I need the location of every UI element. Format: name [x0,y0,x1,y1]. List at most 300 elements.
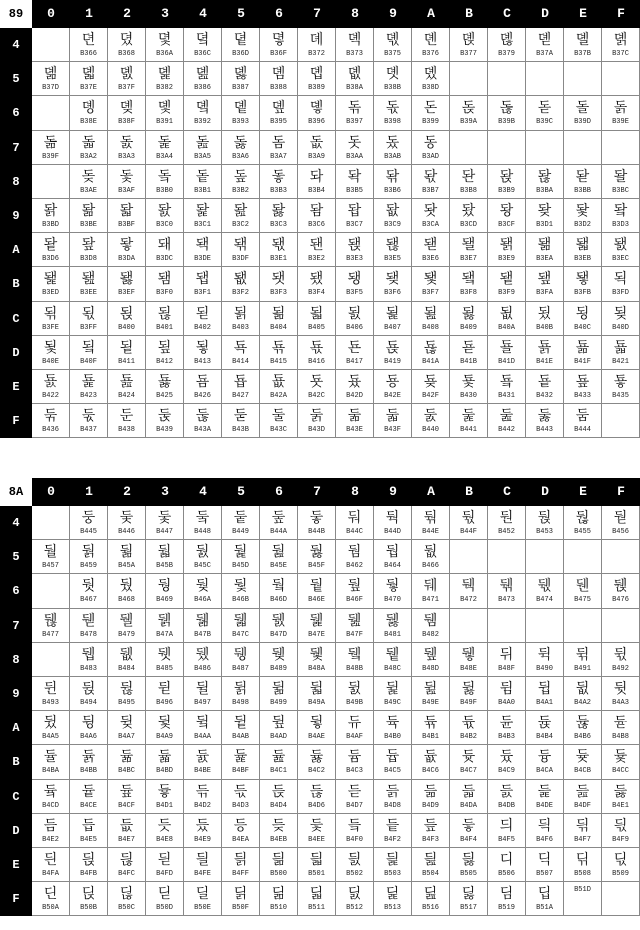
table-cell [108,336,146,370]
table-cell [564,780,602,814]
hangul-glyph: 듶 [423,817,438,834]
unicode-code: B4AA [194,733,211,742]
table-cell [32,165,70,199]
hangul-glyph: 딜 [195,886,210,903]
unicode-code: B48D [422,664,439,673]
table-cell [260,745,298,779]
hangul-glyph: 둅 [233,374,248,390]
table-cell [32,199,70,233]
table-cell [526,677,564,711]
hangul-glyph: 딀 [195,852,210,868]
unicode-code: B459 [80,562,97,571]
table-cell [602,131,640,165]
unicode-code: B50B [80,904,97,913]
table-cell [336,96,374,130]
hangul-glyph: 됌 [157,271,172,288]
unicode-code: B4B2 [460,733,477,742]
table-cell [70,404,108,438]
table-cell [184,336,222,370]
table-cell [336,336,374,370]
unicode-code: B507 [536,870,553,878]
unicode-code: B477 [42,630,59,639]
table-cell [450,165,488,199]
unicode-code: B47C [232,630,249,639]
hangul-glyph: 됏 [271,271,286,288]
unicode-code: B441 [460,426,477,435]
unicode-code: B4A9 [156,733,173,742]
column-header-C: C [503,6,511,21]
hangul-glyph: 뎤 [195,32,210,48]
column-header-6: 6 [275,6,283,21]
row-header-9: 9 [0,199,32,233]
hangul-glyph: 됗 [575,271,590,288]
row-header-E: E [0,848,32,882]
table-cell [488,848,526,882]
unicode-code: B386 [194,84,211,93]
unicode-code: B3F5 [346,289,363,298]
hangul-glyph: 딇 [461,852,476,868]
unicode-code: B3AA [346,152,363,161]
unicode-code: B45C [194,562,211,571]
hangul-glyph: 듨 [499,783,514,800]
unicode-code: B48F [498,664,515,673]
table-cell [298,165,336,199]
unicode-code: B490 [536,664,553,673]
unicode-code: B4C2 [308,767,325,776]
hangul-glyph: 뒽 [233,715,248,732]
unicode-code: B427 [232,392,249,400]
unicode-code: B46A [194,596,211,605]
table-cell [70,506,108,540]
table-cell [298,711,336,745]
hangul-glyph: 뒬 [195,681,210,697]
hangul-glyph: 뒟 [309,646,324,663]
row-header-A: A [0,711,32,745]
column-header-7: 7 [313,6,321,21]
unicode-code: B375 [384,50,401,58]
hangul-glyph: 둖 [195,408,210,425]
hangul-glyph: 뒳 [461,681,476,697]
unicode-code: B405 [308,323,325,332]
table-cell [526,199,564,233]
hangul-glyph: 됲 [157,339,172,356]
hangul-glyph: 뒞 [271,646,286,663]
hangul-glyph: 듐 [347,749,362,766]
hangul-glyph: 딠 [347,886,362,903]
hangul-glyph: 둹 [233,544,248,561]
table-cell [488,506,526,540]
unicode-code: B37B [574,50,591,58]
unicode-code: B4BD [156,767,173,776]
table-cell [70,96,108,130]
hangul-glyph: 딟 [309,886,324,903]
hangul-glyph: 듻 [613,817,628,834]
table-cell [602,780,640,814]
hangul-glyph: 뒛 [157,646,172,663]
unicode-code: B406 [346,323,363,332]
hangul-glyph: 뒗 [385,612,400,629]
hangul-glyph: 돺 [81,237,96,254]
table-cell [146,336,184,370]
column-header-4: 4 [199,6,207,21]
unicode-code: B3B1 [194,186,211,195]
hangul-glyph: 듛 [157,783,172,800]
table-cell [526,609,564,643]
table-cell [184,233,222,267]
unicode-code: B44D [384,528,401,536]
hangul-glyph: 딖 [575,852,590,868]
unicode-code: B400 [118,323,135,332]
hangul-glyph: 뒩 [81,681,96,697]
unicode-code: B4D1 [156,801,173,810]
unicode-code: B449 [232,528,249,536]
column-header-row [0,0,640,28]
unicode-code: B4E9 [194,835,211,844]
row-header-9: 9 [0,677,32,711]
hangul-glyph: 둇 [309,374,324,390]
table-cell [298,96,336,130]
unicode-code: B48B [346,664,363,673]
hangul-glyph: 됎 [233,271,248,288]
hangul-glyph: 뎹 [309,66,324,83]
column-header-F: F [617,484,625,499]
table-cell [222,609,260,643]
table-cell [184,745,222,779]
table-cell [260,882,298,916]
unicode-code: B3FB [574,289,591,298]
table-cell [146,96,184,130]
table-cell [450,814,488,848]
table-cell [108,814,146,848]
table-cell [602,302,640,336]
hangul-glyph: 듃 [461,715,476,732]
unicode-code: B436 [42,426,59,435]
hangul-glyph: 뎾 [119,100,134,117]
hangul-glyph: 됍 [195,271,210,288]
hangul-glyph: 디 [499,852,514,868]
hangul-glyph: 듳 [309,817,324,834]
unicode-code: B4DE [536,801,553,810]
table-cell [184,62,222,96]
column-header-6: 6 [275,484,283,499]
table-cell [526,96,564,130]
hangul-glyph: 뒺 [119,715,134,732]
unicode-code: B46F [346,596,363,605]
hangul-glyph: 듰 [195,817,210,834]
unicode-code: B3C3 [270,221,287,229]
unicode-code: B462 [346,562,363,571]
unicode-code: B41E [536,357,553,366]
table-cell [222,506,260,540]
unicode-code: B4D9 [422,801,439,810]
unicode-code: B41A [422,357,439,366]
table-cell [374,370,412,404]
hangul-glyph: 돣 [423,168,438,185]
unicode-code: B45A [118,562,135,571]
hangul-glyph: 됰 [81,339,96,356]
hangul-glyph: 뒪 [119,681,134,697]
unicode-code: B492 [612,664,629,673]
hangul-glyph: 듋 [157,749,172,766]
table-cell [450,711,488,745]
hangul-glyph: 등 [233,817,248,834]
unicode-code: B3F4 [308,289,325,298]
hangul-glyph: 둲 [575,510,590,526]
hangul-glyph: 뒫 [157,681,172,697]
hangul-glyph: 뒐 [119,612,134,629]
unicode-code: B409 [460,323,477,332]
column-header-E: E [579,484,587,499]
table-cell [412,540,450,574]
unicode-code: B3BA [536,186,553,195]
table-cell [222,233,260,267]
table-cell [450,574,488,608]
hangul-glyph: 듵 [385,817,400,834]
row-header-8: 8 [0,643,32,677]
table-cell [374,848,412,882]
table-cell [336,711,374,745]
hangul-glyph: 둝 [461,408,476,425]
table-cell [526,848,564,882]
unicode-code: B3FF [80,323,97,332]
hangul-glyph: 딡 [385,886,400,903]
hangul-glyph: 됁 [347,237,362,254]
unicode-code: B4FE [194,870,211,878]
hangul-glyph: 뒁 [157,578,172,595]
unicode-code: B4BA [42,767,59,776]
unicode-code: B40D [612,323,629,332]
table-cell [184,96,222,130]
table-cell [526,506,564,540]
hangul-glyph: 둔 [119,408,134,425]
unicode-code: B4D3 [232,801,249,810]
hangul-glyph: 둷 [157,544,172,561]
hangul-glyph: 딥 [537,886,552,903]
unicode-code: B495 [118,699,135,707]
table-cell [374,28,412,62]
unicode-code: B3A4 [156,152,173,161]
table-lead-byte: 89 [0,0,32,28]
table-cell [602,506,640,540]
hangul-glyph: 둽 [385,544,400,561]
hangul-glyph: 됋 [119,271,134,288]
hangul-glyph: 딝 [233,886,248,903]
hangul-glyph: 딚 [119,886,134,903]
unicode-code: B379 [498,50,515,58]
unicode-code: B37C [612,50,629,58]
table-cell [108,199,146,233]
unicode-code: B46D [270,596,287,605]
unicode-code: B4E7 [118,835,135,844]
table-cell [146,780,184,814]
table-cell [298,199,336,233]
unicode-code: B40F [80,357,97,366]
hangul-glyph: 듁 [385,715,400,732]
hangul-glyph: 듎 [271,749,286,766]
hangul-glyph: 됊 [81,271,96,288]
table-cell [412,814,450,848]
table-cell [32,267,70,301]
unicode-code: B4F3 [422,835,439,844]
hangul-glyph: 뎮 [499,32,514,48]
unicode-code: B3CA [422,221,439,229]
unicode-code: B3E3 [346,255,363,264]
unicode-code: B372 [308,50,325,58]
hangul-glyph: 뒡 [385,646,400,663]
table-cell [108,609,146,643]
table-cell [146,62,184,96]
hangul-glyph: 둿 [81,578,96,595]
table-cell [488,574,526,608]
unicode-code: B37D [42,84,59,93]
table-cell [260,302,298,336]
hangul-glyph: 뒯 [309,681,324,697]
unicode-code: B464 [384,562,401,571]
table-cell [526,28,564,62]
table-cell [336,540,374,574]
table-cell [564,233,602,267]
hangul-glyph: 듮 [119,817,134,834]
table-cell [108,302,146,336]
table-cell [526,267,564,301]
unicode-code: B4F2 [384,835,401,844]
table-cell [298,677,336,711]
unicode-code: B391 [156,118,173,127]
hangul-glyph: 뒘 [423,612,438,629]
unicode-code: B4FA [42,870,59,878]
table-cell [298,506,336,540]
hangul-glyph: 듕 [537,749,552,766]
unicode-code: B44F [460,528,477,536]
hangul-glyph: 듊 [119,749,134,766]
table-cell [336,780,374,814]
unicode-code: B3E6 [422,255,439,264]
unicode-code: B387 [232,84,249,93]
hangul-glyph: 뒢 [423,646,438,663]
unicode-code: B392 [194,118,211,127]
hangul-glyph: 돈 [423,100,438,117]
table-cell [564,28,602,62]
table-cell [488,540,526,574]
table-cell [32,848,70,882]
table-cell [412,62,450,96]
hangul-glyph: 뎽 [81,100,96,117]
table-cell [260,404,298,438]
hangul-glyph: 듦 [423,783,438,800]
table-cell [184,165,222,199]
unicode-code: B3C1 [194,221,211,229]
table-cell [260,62,298,96]
unicode-code: B4DF [574,801,591,810]
unicode-code: B416 [308,357,325,366]
unicode-code: B517 [460,904,477,913]
unicode-code: B43E [346,426,363,435]
unicode-code: B3F8 [460,289,477,298]
table-cell [412,302,450,336]
hangul-glyph: 됬 [537,305,552,322]
table-cell [450,267,488,301]
table-cell [298,233,336,267]
unicode-code: B3FA [536,289,553,298]
unicode-code: B439 [156,426,173,435]
hangul-glyph: 돢 [385,168,400,185]
hangul-glyph: 됡 [233,305,248,322]
table-cell [602,745,640,779]
unicode-code: B500 [270,870,287,878]
hangul-glyph: 돟 [271,168,286,185]
hangul-glyph: 듘 [43,783,58,800]
hangul-glyph: 뎼 [423,66,438,83]
table-cell [108,677,146,711]
hangul-glyph: 됛 [81,305,96,322]
hangul-glyph: 둃 [157,374,172,390]
table-cell [412,165,450,199]
column-header-3: 3 [161,484,169,499]
table-cell [70,370,108,404]
hangul-glyph: 됧 [461,305,476,322]
unicode-code: B4A7 [118,733,135,742]
hangul-glyph: 둌 [499,374,514,390]
table-cell [336,745,374,779]
table-cell [298,780,336,814]
table-cell [108,96,146,130]
unicode-code: B4BF [232,767,249,776]
hangul-glyph: 뒰 [347,681,362,697]
unicode-code: B426 [194,392,211,400]
table-cell [412,780,450,814]
table-cell [32,506,70,540]
unicode-code: B485 [156,664,173,673]
table-cell [564,643,602,677]
table-cell [488,404,526,438]
table-cell [184,199,222,233]
unicode-code: B36F [270,50,287,58]
unicode-code: B4AF [346,733,363,742]
table-cell [184,370,222,404]
hangul-glyph: 뒆 [347,578,362,595]
table-cell [146,643,184,677]
unicode-code: B4F7 [574,835,591,844]
unicode-code: B443 [536,426,553,435]
table-cell [184,677,222,711]
unicode-code: B3F7 [422,289,439,298]
table-cell [336,62,374,96]
table-cell [108,574,146,608]
unicode-code: B50F [232,904,249,913]
hangul-glyph: 둼 [347,544,362,561]
unicode-code: B3A6 [232,152,249,161]
hangul-glyph: 뒤 [499,646,514,663]
unicode-code: B46E [308,596,325,605]
hangul-glyph: 듔 [499,749,514,766]
unicode-code: B3BF [118,221,135,229]
hangul-glyph: 듹 [537,817,552,834]
hangul-glyph: 둨 [195,510,210,526]
hangul-glyph: 돆 [347,100,362,117]
unicode-code: B415 [270,357,287,366]
table-cell [108,233,146,267]
unicode-code: B4CD [42,801,59,810]
unicode-code: B4E1 [612,801,629,810]
table-cell [602,711,640,745]
table-cell [32,233,70,267]
column-header-B: B [465,484,473,499]
unicode-code: B435 [612,392,629,400]
hangul-glyph: 뒌 [575,578,590,595]
unicode-code: B3E5 [384,255,401,264]
table-cell [412,506,450,540]
unicode-code: B43F [384,426,401,435]
